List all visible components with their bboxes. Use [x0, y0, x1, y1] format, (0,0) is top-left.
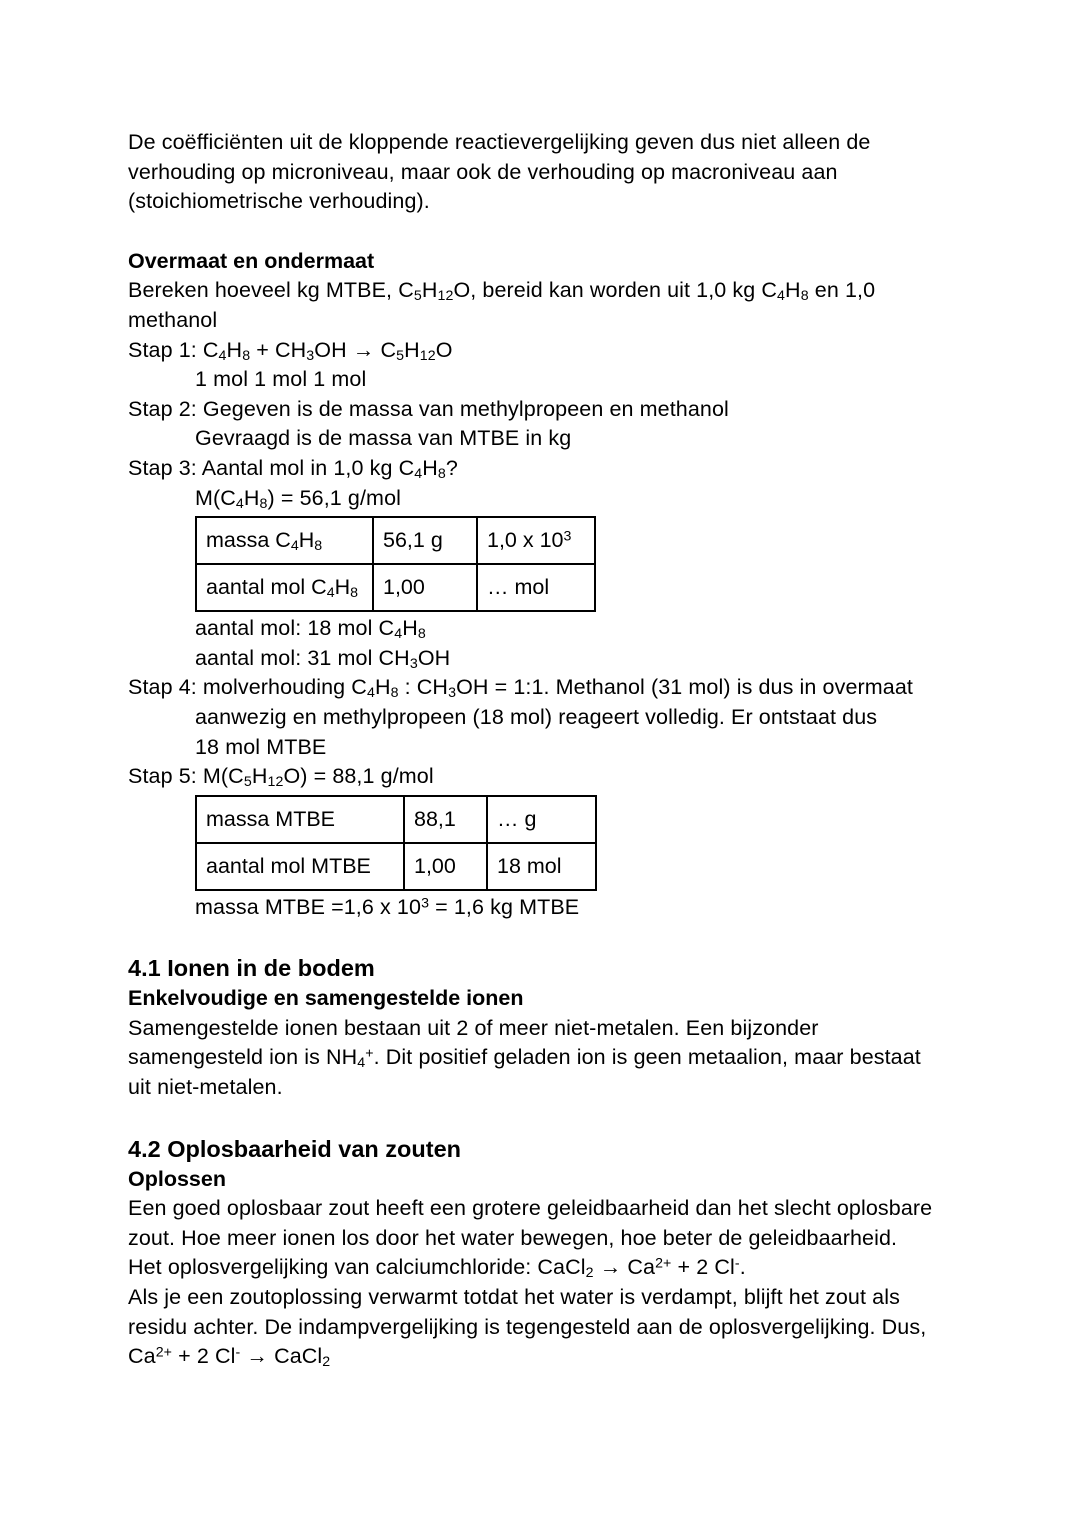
paragraph-42-line6: $Ca^{2+} + 2$ Cl- → CaCl$_2$ [128, 1344, 331, 1371]
paragraph-42-line1: Een goed oplosbaar zout heeft een grotere geleidbaarheid dan het slecht oplosbare [128, 1196, 933, 1221]
document-body [128, 128, 944, 1372]
paragraph-42-line4: Als je een zoutoplossing verwarmt totdat het water is verdampt, blijft het zout als [128, 1285, 900, 1310]
assignment-tail: en 1,0 methanol [128, 278, 876, 332]
final-result-mtbe: massa MTBE =1,6 x $10^3 = 1,6$ kg MTBE [195, 894, 580, 919]
sub-8: 8 [259, 495, 268, 512]
table-cell-label: massa $C_4H_8$ [196, 517, 373, 564]
sup-2plus: 2+ [155, 1344, 173, 1361]
heading-section-41: 4.1 Ionen in de bodem [128, 955, 375, 982]
table-cell-label: aantal mol $C_4H_8$ [196, 564, 373, 611]
subheading-oplossen: Oplossen [128, 1166, 226, 1191]
table-cell-value: 56,1 g [373, 517, 477, 564]
table-cell-value: 1,00 [373, 564, 477, 611]
heading-section-42: 4.2 Oplosbaarheid van zouten [128, 1135, 461, 1162]
sub-12: 12 [267, 774, 284, 791]
table-cell-value: 1,0 x $10^3$ [477, 517, 595, 564]
sub-4: 4 [394, 626, 403, 643]
sub-8: 8 [242, 347, 251, 364]
sup-minus: - [235, 1344, 241, 1361]
result-mol-c4h8: aantal mol: 18 mol $C_4H_8$ [195, 616, 426, 643]
sub-4: 4 [290, 538, 299, 555]
table-cell-value: 18 mol [487, 843, 596, 890]
step2-line1: Stap 2: Gegeven is de massa van methylpropeen en methanol [128, 396, 729, 421]
step2-line2: Gevraagd is de massa van MTBE in kg [195, 426, 572, 451]
table-cell-value: … g [487, 796, 596, 843]
formula-h2: H [785, 278, 801, 303]
table-cell-value: … mol [477, 564, 595, 611]
formula-h: H [421, 278, 438, 303]
formula-sub-8: 8 [800, 288, 809, 305]
paragraph-42-line2: zout. Hoe meer ionen los door het water bewegen, hoe beter de geleidbaarheid. [128, 1225, 898, 1250]
sub-4: 4 [357, 1055, 366, 1072]
formula-sub-5: 5 [413, 288, 422, 305]
table-mol-c4h8 [195, 516, 596, 612]
formula-sub-4: 4 [777, 288, 786, 305]
formula-sub-12: 12 [437, 288, 454, 305]
table-row [196, 843, 596, 890]
assignment-part1: Bereken hoeveel kg MTBE, C [128, 278, 414, 303]
sub-3: 3 [409, 655, 418, 672]
step1-mol-ratio: 1 mol 1 mol 1 mol [195, 367, 367, 392]
table-row [196, 517, 595, 564]
sub-5: 5 [243, 774, 252, 791]
subheading-enkelvoudige-ionen: Enkelvoudige en samengestelde ionen [128, 986, 524, 1011]
spacer [128, 922, 944, 952]
step1-equation: Stap 1: $C_4H_8 + CH_3OH \to C_5H_{12}O$ [128, 337, 453, 364]
arrow-icon: → [599, 1255, 622, 1280]
paragraph-section-41: Samengestelde ionen bestaan uit 2 of meer niet-metalen. Een bijzonder samengesteld ion is $NH_4^+$. Dit positief geladen ion is geen metaalion, maar bestaat uit niet-metalen. [128, 1015, 921, 1100]
step5-line1: Stap 5: $M(C_5H_{12}O) = 88,1$ g/mol [128, 764, 434, 791]
spacer [128, 217, 944, 247]
spacer [128, 1103, 944, 1133]
sub-4: 4 [235, 495, 244, 512]
sub-3: 3 [448, 685, 457, 702]
sub-8: 8 [314, 538, 323, 555]
arrow-icon: → [352, 337, 375, 362]
step3-molar-mass: $M(C_4H_8) = 56,1$ g/mol [195, 485, 402, 512]
step4-line2: aanwezig en methylpropeen (18 mol) reageert volledig. Er ontstaat dus [195, 704, 878, 729]
assignment-text [128, 276, 944, 335]
sub-8: 8 [390, 685, 399, 702]
sub-5: 5 [396, 347, 405, 364]
sub-3: 3 [306, 347, 315, 364]
sub-8: 8 [417, 626, 426, 643]
result-mol-ch3oh: aantal mol: 31 mol $CH_3OH$ [195, 645, 451, 672]
sup-3: 3 [563, 528, 572, 545]
step4-line1: Stap 4: molverhouding $C_4H_8$ : $CH_3OH$ = 1:1. Methanol (31 mol) is dus in overmaat [128, 675, 913, 702]
sub-4: 4 [366, 685, 375, 702]
sub-12: 12 [419, 347, 436, 364]
assignment-middle: O, bereid kan worden uit 1,0 kg C [453, 278, 778, 303]
heading-overmaat: Overmaat en ondermaat [128, 248, 375, 273]
table-cell-value: 88,1 [404, 796, 487, 843]
sup-plus: + [365, 1046, 374, 1063]
paragraph-42-line3: Het oplosvergelijking van calciumchloride: CaCl$_2$ → $Ca^{2+} + 2$ Cl-. [128, 1255, 746, 1282]
sup-minus: - [734, 1256, 740, 1273]
sub-2: 2 [322, 1354, 331, 1371]
table-cell-label: massa MTBE [196, 796, 404, 843]
sub-4: 4 [218, 347, 227, 364]
arrow-icon: → [246, 1344, 269, 1369]
intro-paragraph: De coëfficiënten uit de kloppende reactievergelijking geven dus niet alleen de verhouding op microniveau, maar ook de verhouding op macroniveau aan (stoichiometrische verhouding). [128, 130, 871, 214]
sub-4: 4 [414, 466, 423, 483]
sup-3: 3 [421, 895, 430, 912]
table-row [196, 564, 595, 611]
sub-8: 8 [437, 466, 446, 483]
sub-4: 4 [326, 585, 335, 602]
paragraph-42-line5: residu achter. De indampvergelijking is tegengesteld aan de oplosvergelijking. Dus, [128, 1314, 927, 1339]
table-row [196, 796, 596, 843]
sub-8: 8 [350, 585, 359, 602]
sup-2plus: 2+ [655, 1256, 672, 1273]
table-cell-value: 1,00 [404, 843, 487, 890]
sub-2: 2 [585, 1265, 594, 1282]
table-cell-label: aantal mol MTBE [196, 843, 404, 890]
step4-line3: 18 mol MTBE [195, 734, 327, 759]
step3-line1: Stap 3: Aantal mol in 1,0 kg $C_4H_8$? [128, 455, 458, 483]
table-massa-mtbe [195, 795, 597, 891]
